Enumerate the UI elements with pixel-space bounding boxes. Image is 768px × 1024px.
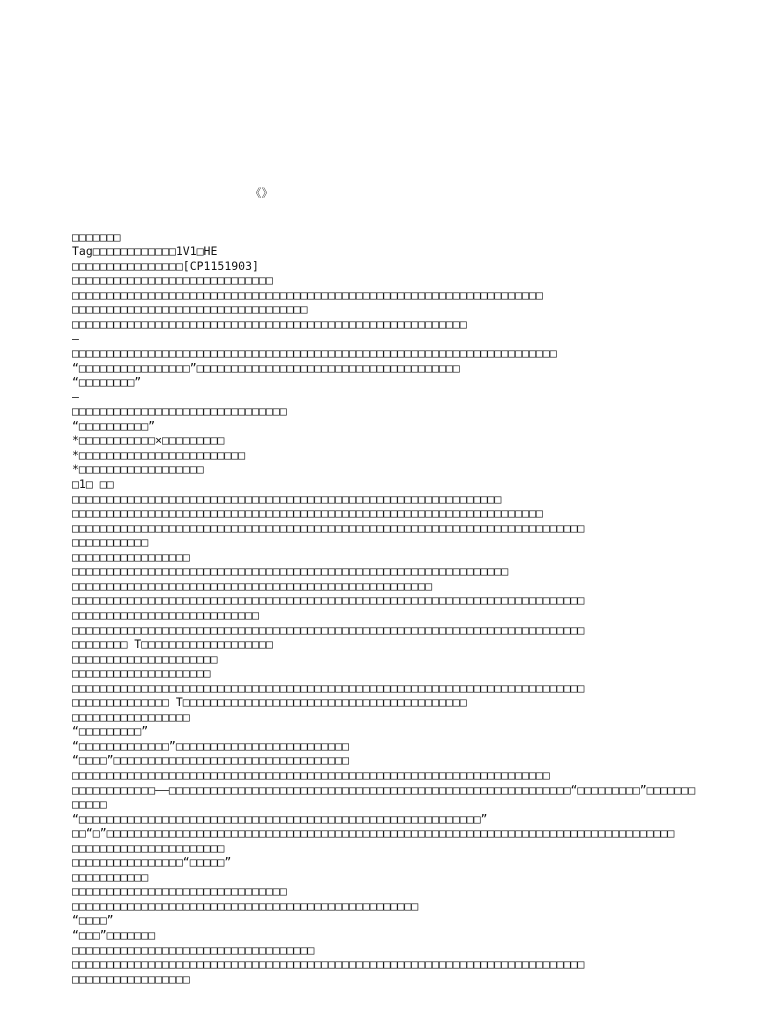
text-line: □□□□□□□□□□□□□□□□□□□□□□□□□□□□□□□□□□□ bbox=[72, 942, 315, 957]
text-line: □□□□□□□□□□□□□□□□□ bbox=[72, 549, 190, 564]
text-line: □□□□□□□□□□□□□□□□□□□□□□□□□□□□□□□□□□□□□□□□□□□□□□□□□□□□□□□□□□□□□□□□□□□□□□□□□□ bbox=[72, 520, 585, 535]
text-line: “□□□□□□□□” bbox=[72, 375, 142, 390]
text-line: *□□□□□□□□□□□□□□□□□□□□□□□□ bbox=[72, 447, 246, 462]
text-line: □□□□□□□□□□□□□□□□□□□□□□□□□□□□□□□□□□ bbox=[72, 302, 308, 317]
text-line: □□□□□□□□□□□□□□□□□□□□□□ bbox=[72, 840, 225, 855]
text-line: □□□□□□□□□□□□□□□□□□□□□ bbox=[72, 651, 218, 666]
text-line: “□□□□□□□□□□□□□”□□□□□□□□□□□□□□□□□□□□□□□□□ bbox=[72, 738, 349, 753]
text-line: □□□□□□□□□□□□□□□□□□□□□□□□□□□□□□□□□□□□□□□□□□□□□□□□□□□□□□□□□□□□□□□□□□□□□□ bbox=[72, 346, 557, 361]
text-line: □□□□□□□□□□□□□□□□□□□□□□□□□□□□□□□□□□□□□□□□□□□□□□□□□□□□□□□□□□□□□□ bbox=[72, 491, 502, 506]
text-line: “□□□□□□□□□□” bbox=[72, 418, 156, 433]
text-line: □□□□□□□□□□□□□□□□□□□□□□□□□□□□□□□□□□□□□□□□□□□□□□□□□□□□□□□□□□□□□□□□□□□□ bbox=[72, 287, 543, 302]
text-line: “□□□□□□□□□□□□□□□□□□□□□□□□□□□□□□□□□□□□□□□□□□□□□□□□□□□□□□□□□□” bbox=[72, 811, 488, 826]
text-line: “□□□□”□□□□□□□□□□□□□□□□□□□□□□□□□□□□□□□□□□ bbox=[72, 753, 349, 768]
text-line: □□□□□□□□□□□□□□□□□□□□□□□□□□□□□□□□□□□□□□□□□□□□□□□□□□□□□□□□□□□□□□□□□□□□ bbox=[72, 506, 543, 521]
text-line: □□□□□□□□□□□ bbox=[72, 535, 149, 550]
text-line: □□□□□□□□□□□□□□□□□□□□□□□□□□□□□□□□□□□□□□□□□□□□□□□□□□□□□□□□□□□□□□□□□□□□□ bbox=[72, 767, 550, 782]
text-line: Tag□□□□□□□□□□□□1V1□HE bbox=[72, 244, 218, 259]
text-line: □□□□□□□□□□□□□□□□□□□□□□□□□□□□□□□□□□□□□□□□□□□□□□□□□□□□□□□□□□□□□□□□□□□□□□□□□□ bbox=[72, 593, 585, 608]
text-line: □□□□□□□□□□□□□□□□□□□□□□□□□□□□□ bbox=[72, 273, 273, 288]
text-line: □□□□□□□□ T□□□□□□□□□□□□□□□□□□□ bbox=[72, 637, 273, 652]
text-line: “□□□□□□□□□” bbox=[72, 724, 149, 739]
text-line: □□□□□□□□□□□□□□□□□□□□□□□□□□□□□□□□□□□□□□□□□□□□□□□□□□□□□□□□□□□□□□□□□□□□□□□□□□ bbox=[72, 957, 585, 972]
text-line: □□□□□□□□□□□□□□□□□□□□□□□□□□□ bbox=[72, 607, 259, 622]
text-line: □□□□□□□□□□□□□□□□□□□□□□□□□□□□□□□□□□□□□□□□□□□□□□□□□□□□□□□□□ bbox=[72, 317, 467, 332]
document-lines bbox=[72, 230, 698, 986]
text-line: □□□□□□□□□□□□□□□□□□□□□□□□□□□□□□□□□□□□□□□□□□□□□□□□□□□□□□□□□□□□□□□□□□□□□□□□□□ bbox=[72, 622, 585, 637]
text-line: □□□□□□□□□□□□□□□□□□□□□□□□□□□□□□□□□□□□□□□□□□□□□□□□□□□□□□□□□□□□□□□ bbox=[72, 564, 509, 579]
text-line: “□□□□□□□□□□□□□□□□”□□□□□□□□□□□□□□□□□□□□□□□□□□□□□□□□□□□□□□ bbox=[72, 360, 460, 375]
text-line: □□□□□□□□□□□□□□□□□□□□□□□□□□□□□□□ bbox=[72, 884, 287, 899]
text-line: □□□□□□□□□□□□□□□□□□□□□□□□□□□□□□□□□□□□□□□□□□□□□□□□□□□□ bbox=[72, 578, 433, 593]
text-line: — bbox=[72, 331, 79, 346]
text-line: *□□□□□□□□□□□×□□□□□□□□□ bbox=[72, 433, 225, 448]
text-line: — bbox=[72, 389, 79, 404]
text-line: “□□□”□□□□□□□ bbox=[72, 927, 156, 942]
text-line: □□□□□□□□□□□□□□ T□□□□□□□□□□□□□□□□□□□□□□□□□□□□□□□□□□□□□□□□□ bbox=[72, 695, 467, 710]
text-line: □□“□”□□□□□□□□□□□□□□□□□□□□□□□□□□□□□□□□□□□□□□□□□□□□□□□□□□□□□□□□□□□□□□□□□□□□□□□□□□□□□□□□□□ bbox=[72, 826, 675, 841]
text-line: □1□ □□ bbox=[72, 477, 114, 492]
text-line: □□□□□□□□□□□□□□□□□□□□□□□□□□□□□□□ bbox=[72, 404, 287, 419]
text-line: *□□□□□□□□□□□□□□□□□□ bbox=[72, 462, 204, 477]
text-line: □□□□□□□ bbox=[72, 229, 121, 244]
text-line: □□□□□□□□□□□□□□□□□□□□□□□□□□□□□□□□□□□□□□□□□□□□□□□□□□□□□□□□□□□□□□□□□□□□□□□□□□ bbox=[72, 680, 585, 695]
text-line: □□□□□□□□□□□□——□□□□□□□□□□□□□□□□□□□□□□□□□□□□□□□□□□□□□□□□□□□□□□□□□□□□□□□□□□“□□□□□□□□□”□□□□□□□ bbox=[72, 782, 696, 797]
text-line: □□□□□□□□□□□□□□□□“□□□□□” bbox=[72, 855, 232, 870]
text-line: □□□□□□□□□□□□□□□□□□□□ bbox=[72, 666, 211, 681]
text-line: “□□□□” bbox=[72, 913, 114, 928]
text-line: □□□□□ bbox=[72, 797, 107, 812]
document-title: 《》 bbox=[250, 186, 273, 201]
text-line: □□□□□□□□□□□□□□□□□□□□□□□□□□□□□□□□□□□□□□□□□□□□□□□□□□ bbox=[72, 898, 419, 913]
text-line: □□□□□□□□□□□ bbox=[72, 869, 149, 884]
text-line: □□□□□□□□□□□□□□□□□ bbox=[72, 971, 190, 986]
document-body bbox=[72, 157, 698, 1001]
text-line: □□□□□□□□□□□□□□□□□ bbox=[72, 709, 190, 724]
text-line: □□□□□□□□□□□□□□□□[CP1151903] bbox=[72, 258, 259, 273]
